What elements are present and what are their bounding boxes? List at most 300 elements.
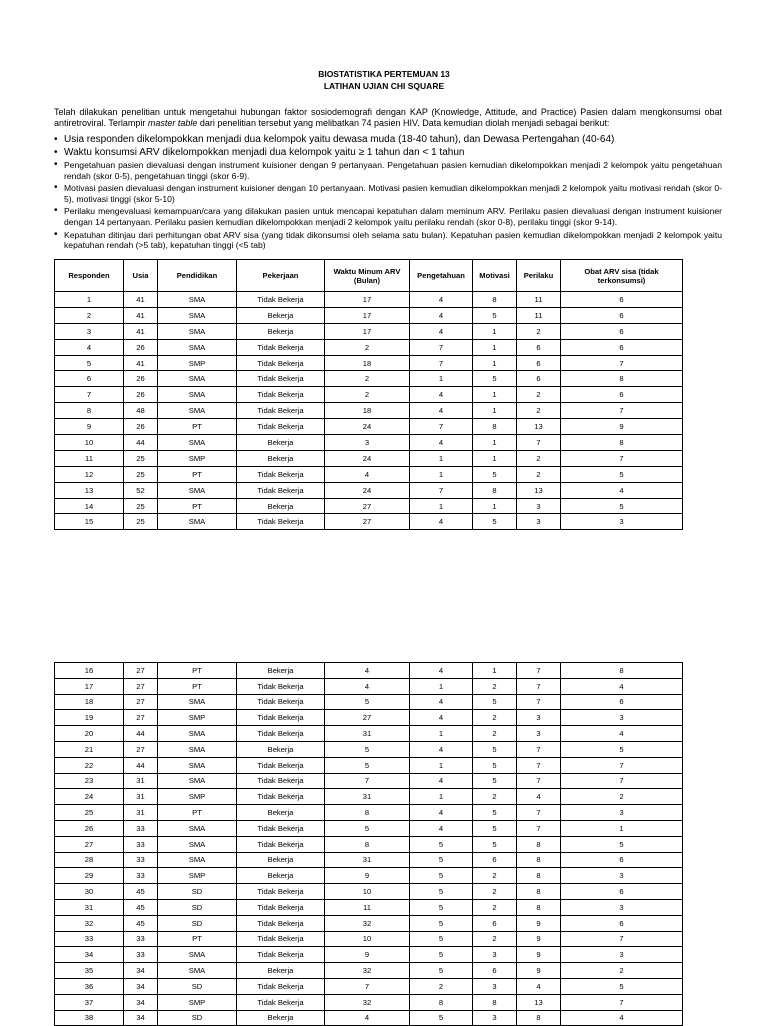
cell-pendidikan: SMA	[158, 339, 237, 355]
table-row	[55, 899, 683, 915]
cell-pekerjaan: Bekerja	[237, 852, 325, 868]
cell-usia: 34	[124, 978, 158, 994]
cell-pekerjaan: Tidak Bekerja	[237, 726, 325, 742]
cell-pengetahuan: 5	[410, 884, 473, 900]
table-row	[55, 435, 683, 451]
cell-pendidikan: SMP	[158, 994, 237, 1010]
cell-pekerjaan: Tidak Bekerja	[237, 757, 325, 773]
cell-waktu: 11	[325, 899, 410, 915]
master-table-page-1	[54, 259, 683, 530]
cell-waktu: 3	[325, 435, 410, 451]
cell-motivasi: 8	[473, 994, 517, 1010]
cell-motivasi: 6	[473, 915, 517, 931]
cell-usia: 33	[124, 947, 158, 963]
cell-pekerjaan: Bekerja	[237, 323, 325, 339]
cell-obat-sisa: 3	[561, 710, 683, 726]
cell-responden: 9	[55, 419, 124, 435]
cell-motivasi: 2	[473, 899, 517, 915]
table-row	[55, 773, 683, 789]
cell-motivasi: 1	[473, 663, 517, 679]
cell-responden: 17	[55, 678, 124, 694]
cell-responden: 7	[55, 387, 124, 403]
cell-motivasi: 5	[473, 820, 517, 836]
cell-pendidikan: SMP	[158, 355, 237, 371]
cell-perilaku: 7	[517, 678, 561, 694]
intro-italic: master table	[147, 118, 198, 128]
cell-pengetahuan: 4	[410, 403, 473, 419]
cell-pendidikan: PT	[158, 419, 237, 435]
cell-waktu: 7	[325, 978, 410, 994]
table-row	[55, 514, 683, 530]
cell-responden: 16	[55, 663, 124, 679]
cell-pekerjaan: Bekerja	[237, 805, 325, 821]
cell-pendidikan: SMA	[158, 963, 237, 979]
header-pengetahuan: Pengetahuan	[410, 260, 473, 292]
cell-motivasi: 3	[473, 978, 517, 994]
cell-pekerjaan: Bekerja	[237, 963, 325, 979]
cell-perilaku: 11	[517, 292, 561, 308]
cell-pendidikan: SMP	[158, 868, 237, 884]
cell-perilaku: 13	[517, 419, 561, 435]
table-row	[55, 403, 683, 419]
cell-usia: 34	[124, 994, 158, 1010]
cell-obat-sisa: 5	[561, 741, 683, 757]
table-row	[55, 323, 683, 339]
cell-obat-sisa: 3	[561, 947, 683, 963]
cell-obat-sisa: 8	[561, 663, 683, 679]
cell-obat-sisa: 7	[561, 931, 683, 947]
cell-pengetahuan: 7	[410, 339, 473, 355]
cell-pendidikan: PT	[158, 498, 237, 514]
cell-waktu: 32	[325, 915, 410, 931]
cell-usia: 27	[124, 678, 158, 694]
cell-pendidikan: SMA	[158, 820, 237, 836]
cell-usia: 27	[124, 663, 158, 679]
bullet-waktu: • Waktu konsumsi ARV dikelompokkan menjadi dua kelompok yaitu ≥ 1 tahun dan < 1 tahun	[54, 147, 722, 158]
cell-pendidikan: SMA	[158, 773, 237, 789]
bullet-kepatuhan: • Kepatuhan ditinjau dari perhitungan obat ARV sisa (yang tidak dikonsumsi oleh selama satu bulan). Kepatuhan pasien kemudian dikelompokkan menjadi 2 kelompok yaitu kepatuhan rendah (>5 tab), kepatuhan tinggi (<5 tab)	[54, 230, 722, 251]
title-line-1: BIOSTATISTIKA PERTEMUAN 13	[318, 69, 450, 79]
cell-obat-sisa: 7	[561, 994, 683, 1010]
cell-pendidikan: SMA	[158, 757, 237, 773]
cell-pengetahuan: 5	[410, 852, 473, 868]
cell-pengetahuan: 4	[410, 323, 473, 339]
cell-responden: 21	[55, 741, 124, 757]
cell-pendidikan: SMP	[158, 710, 237, 726]
cell-usia: 33	[124, 868, 158, 884]
table-row	[55, 726, 683, 742]
cell-pendidikan: SMA	[158, 852, 237, 868]
cell-obat-sisa: 4	[561, 678, 683, 694]
cell-waktu: 9	[325, 947, 410, 963]
cell-usia: 41	[124, 355, 158, 371]
cell-perilaku: 6	[517, 371, 561, 387]
cell-pendidikan: SD	[158, 978, 237, 994]
cell-motivasi: 2	[473, 710, 517, 726]
cell-pengetahuan: 4	[410, 307, 473, 323]
cell-pendidikan: SMA	[158, 435, 237, 451]
cell-pendidikan: SMA	[158, 292, 237, 308]
cell-perilaku: 8	[517, 836, 561, 852]
cell-obat-sisa: 3	[561, 514, 683, 530]
cell-usia: 34	[124, 963, 158, 979]
cell-obat-sisa: 5	[561, 836, 683, 852]
cell-usia: 45	[124, 884, 158, 900]
cell-pengetahuan: 1	[410, 371, 473, 387]
cell-obat-sisa: 6	[561, 323, 683, 339]
cell-pengetahuan: 4	[410, 773, 473, 789]
cell-pengetahuan: 5	[410, 868, 473, 884]
cell-responden: 29	[55, 868, 124, 884]
cell-responden: 22	[55, 757, 124, 773]
cell-pendidikan: SMA	[158, 323, 237, 339]
cell-motivasi: 5	[473, 773, 517, 789]
cell-motivasi: 2	[473, 678, 517, 694]
cell-pekerjaan: Tidak Bekerja	[237, 836, 325, 852]
cell-motivasi: 2	[473, 726, 517, 742]
header-obat-arv-sisa: Obat ARV sisa (tidak terkonsumsi)	[561, 260, 683, 292]
cell-responden: 18	[55, 694, 124, 710]
cell-motivasi: 2	[473, 931, 517, 947]
cell-obat-sisa: 2	[561, 963, 683, 979]
cell-motivasi: 3	[473, 947, 517, 963]
cell-responden: 28	[55, 852, 124, 868]
cell-pendidikan: SMA	[158, 514, 237, 530]
cell-pengetahuan: 4	[410, 710, 473, 726]
cell-motivasi: 6	[473, 963, 517, 979]
cell-obat-sisa: 2	[561, 789, 683, 805]
cell-motivasi: 2	[473, 789, 517, 805]
cell-pengetahuan: 8	[410, 994, 473, 1010]
table-row	[55, 498, 683, 514]
cell-pendidikan: SMP	[158, 789, 237, 805]
cell-waktu: 4	[325, 466, 410, 482]
cell-pengetahuan: 4	[410, 820, 473, 836]
cell-usia: 26	[124, 371, 158, 387]
cell-pengetahuan: 4	[410, 805, 473, 821]
cell-pekerjaan: Tidak Bekerja	[237, 678, 325, 694]
table-row	[55, 978, 683, 994]
table-row	[55, 868, 683, 884]
cell-motivasi: 1	[473, 323, 517, 339]
cell-waktu: 32	[325, 963, 410, 979]
cell-obat-sisa: 6	[561, 852, 683, 868]
cell-responden: 31	[55, 899, 124, 915]
cell-pekerjaan: Tidak Bekerja	[237, 419, 325, 435]
cell-usia: 45	[124, 899, 158, 915]
cell-pekerjaan: Tidak Bekerja	[237, 931, 325, 947]
cell-responden: 1	[55, 292, 124, 308]
cell-pendidikan: SMA	[158, 482, 237, 498]
cell-perilaku: 8	[517, 868, 561, 884]
cell-motivasi: 5	[473, 307, 517, 323]
cell-perilaku: 9	[517, 947, 561, 963]
cell-usia: 41	[124, 307, 158, 323]
cell-waktu: 2	[325, 371, 410, 387]
cell-perilaku: 9	[517, 915, 561, 931]
cell-pengetahuan: 5	[410, 915, 473, 931]
cell-pekerjaan: Bekerja	[237, 435, 325, 451]
cell-usia: 41	[124, 292, 158, 308]
cell-pendidikan: SMA	[158, 726, 237, 742]
cell-waktu: 10	[325, 931, 410, 947]
cell-perilaku: 3	[517, 498, 561, 514]
cell-waktu: 4	[325, 678, 410, 694]
cell-pekerjaan: Tidak Bekerja	[237, 466, 325, 482]
table-row	[55, 387, 683, 403]
table-row	[55, 694, 683, 710]
cell-waktu: 27	[325, 514, 410, 530]
cell-pengetahuan: 2	[410, 978, 473, 994]
cell-obat-sisa: 4	[561, 1010, 683, 1026]
cell-usia: 33	[124, 820, 158, 836]
cell-responden: 20	[55, 726, 124, 742]
cell-motivasi: 1	[473, 435, 517, 451]
table-row	[55, 339, 683, 355]
cell-waktu: 5	[325, 694, 410, 710]
cell-pekerjaan: Tidak Bekerja	[237, 789, 325, 805]
cell-waktu: 4	[325, 1010, 410, 1026]
cell-perilaku: 4	[517, 789, 561, 805]
cell-waktu: 4	[325, 663, 410, 679]
cell-pengetahuan: 5	[410, 947, 473, 963]
table-row	[55, 805, 683, 821]
cell-motivasi: 5	[473, 741, 517, 757]
cell-pendidikan: SD	[158, 1010, 237, 1026]
cell-waktu: 2	[325, 339, 410, 355]
cell-pekerjaan: Tidak Bekerja	[237, 694, 325, 710]
cell-responden: 10	[55, 435, 124, 451]
cell-pekerjaan: Bekerja	[237, 498, 325, 514]
cell-pekerjaan: Tidak Bekerja	[237, 371, 325, 387]
cell-perilaku: 6	[517, 355, 561, 371]
cell-pengetahuan: 4	[410, 435, 473, 451]
cell-perilaku: 2	[517, 387, 561, 403]
cell-responden: 36	[55, 978, 124, 994]
table-body	[55, 663, 683, 1026]
cell-usia: 25	[124, 450, 158, 466]
cell-obat-sisa: 6	[561, 339, 683, 355]
cell-motivasi: 6	[473, 852, 517, 868]
cell-pekerjaan: Tidak Bekerja	[237, 339, 325, 355]
table-row	[55, 1010, 683, 1026]
cell-pekerjaan: Tidak Bekerja	[237, 915, 325, 931]
title-line-2: LATIHAN UJIAN CHI SQUARE	[323, 81, 445, 91]
cell-pendidikan: SMA	[158, 403, 237, 419]
table-row	[55, 741, 683, 757]
cell-motivasi: 8	[473, 482, 517, 498]
cell-waktu: 32	[325, 994, 410, 1010]
header-waktu-minum-arv: Waktu Minum ARV (Bulan)	[325, 260, 410, 292]
cell-motivasi: 5	[473, 805, 517, 821]
cell-perilaku: 7	[517, 805, 561, 821]
cell-motivasi: 3	[473, 1010, 517, 1026]
cell-usia: 27	[124, 710, 158, 726]
cell-pekerjaan: Tidak Bekerja	[237, 773, 325, 789]
cell-usia: 41	[124, 323, 158, 339]
cell-pengetahuan: 1	[410, 726, 473, 742]
cell-waktu: 5	[325, 741, 410, 757]
table-row	[55, 884, 683, 900]
table-row	[55, 931, 683, 947]
cell-pekerjaan: Tidak Bekerja	[237, 820, 325, 836]
cell-perilaku: 3	[517, 514, 561, 530]
cell-pekerjaan: Tidak Bekerja	[237, 947, 325, 963]
cell-responden: 38	[55, 1010, 124, 1026]
cell-pengetahuan: 4	[410, 292, 473, 308]
cell-perilaku: 7	[517, 694, 561, 710]
cell-obat-sisa: 3	[561, 805, 683, 821]
cell-usia: 26	[124, 339, 158, 355]
table-row	[55, 994, 683, 1010]
cell-waktu: 31	[325, 852, 410, 868]
cell-usia: 27	[124, 694, 158, 710]
cell-obat-sisa: 5	[561, 978, 683, 994]
cell-motivasi: 2	[473, 884, 517, 900]
header-pendidikan: Pendidikan	[158, 260, 237, 292]
cell-perilaku: 13	[517, 994, 561, 1010]
cell-pendidikan: PT	[158, 678, 237, 694]
table-row	[55, 820, 683, 836]
cell-motivasi: 8	[473, 419, 517, 435]
cell-pekerjaan: Bekerja	[237, 307, 325, 323]
table-row	[55, 852, 683, 868]
cell-perilaku: 3	[517, 710, 561, 726]
cell-pengetahuan: 7	[410, 482, 473, 498]
cell-obat-sisa: 4	[561, 482, 683, 498]
cell-obat-sisa: 3	[561, 868, 683, 884]
cell-pengetahuan: 4	[410, 694, 473, 710]
table-row	[55, 678, 683, 694]
cell-pengetahuan: 5	[410, 899, 473, 915]
cell-waktu: 8	[325, 836, 410, 852]
cell-perilaku: 7	[517, 741, 561, 757]
cell-pendidikan: SMA	[158, 947, 237, 963]
cell-pendidikan: PT	[158, 466, 237, 482]
cell-perilaku: 9	[517, 963, 561, 979]
cell-responden: 26	[55, 820, 124, 836]
cell-obat-sisa: 6	[561, 915, 683, 931]
cell-pekerjaan: Tidak Bekerja	[237, 994, 325, 1010]
cell-responden: 6	[55, 371, 124, 387]
cell-obat-sisa: 7	[561, 355, 683, 371]
cell-perilaku: 4	[517, 978, 561, 994]
cell-perilaku: 3	[517, 726, 561, 742]
table-row	[55, 710, 683, 726]
cell-pekerjaan: Bekerja	[237, 450, 325, 466]
cell-waktu: 18	[325, 355, 410, 371]
cell-responden: 34	[55, 947, 124, 963]
cell-pengetahuan: 4	[410, 387, 473, 403]
cell-waktu: 27	[325, 498, 410, 514]
cell-perilaku: 6	[517, 339, 561, 355]
cell-pendidikan: SMA	[158, 836, 237, 852]
cell-responden: 32	[55, 915, 124, 931]
cell-motivasi: 5	[473, 371, 517, 387]
cell-perilaku: 7	[517, 820, 561, 836]
cell-obat-sisa: 8	[561, 371, 683, 387]
cell-pengetahuan: 5	[410, 1010, 473, 1026]
table-row	[55, 419, 683, 435]
cell-obat-sisa: 5	[561, 498, 683, 514]
intro-text-1: Telah dilakukan penelitian untuk mengetahui hubungan faktor sosiodemografi dengan KAP (Knowledge, Attitude, and Practice) Pasien dalam mengkonsumsi obat antiretroviral. Terlampir	[54, 107, 722, 128]
master-table-page-2	[54, 662, 683, 1026]
cell-waktu: 9	[325, 868, 410, 884]
table-row	[55, 450, 683, 466]
cell-pekerjaan: Bekerja	[237, 868, 325, 884]
cell-perilaku: 2	[517, 466, 561, 482]
table-row	[55, 307, 683, 323]
cell-motivasi: 1	[473, 403, 517, 419]
cell-perilaku: 13	[517, 482, 561, 498]
cell-usia: 27	[124, 741, 158, 757]
cell-waktu: 7	[325, 773, 410, 789]
cell-pengetahuan: 1	[410, 678, 473, 694]
cell-usia: 25	[124, 466, 158, 482]
cell-usia: 45	[124, 915, 158, 931]
cell-pekerjaan: Tidak Bekerja	[237, 292, 325, 308]
table-row	[55, 371, 683, 387]
cell-pekerjaan: Bekerja	[237, 741, 325, 757]
table-row	[55, 789, 683, 805]
cell-responden: 15	[55, 514, 124, 530]
cell-obat-sisa: 9	[561, 419, 683, 435]
cell-waktu: 2	[325, 387, 410, 403]
table-row	[55, 466, 683, 482]
table-body	[55, 292, 683, 530]
cell-responden: 24	[55, 789, 124, 805]
cell-pendidikan: SMP	[158, 450, 237, 466]
cell-usia: 44	[124, 726, 158, 742]
cell-responden: 37	[55, 994, 124, 1010]
cell-pekerjaan: Tidak Bekerja	[237, 403, 325, 419]
document-title	[0, 68, 768, 92]
cell-motivasi: 1	[473, 498, 517, 514]
cell-obat-sisa: 6	[561, 387, 683, 403]
cell-responden: 2	[55, 307, 124, 323]
cell-obat-sisa: 7	[561, 757, 683, 773]
cell-perilaku: 2	[517, 450, 561, 466]
cell-obat-sisa: 6	[561, 884, 683, 900]
cell-usia: 31	[124, 773, 158, 789]
cell-waktu: 31	[325, 789, 410, 805]
cell-waktu: 24	[325, 450, 410, 466]
cell-obat-sisa: 5	[561, 466, 683, 482]
cell-responden: 13	[55, 482, 124, 498]
cell-pengetahuan: 5	[410, 931, 473, 947]
cell-motivasi: 5	[473, 836, 517, 852]
cell-pekerjaan: Tidak Bekerja	[237, 899, 325, 915]
bullet-motivasi: • Motivasi pasien dievaluasi dengan instrument kuisioner dengan 10 pertanyaan. Motivasi pasien kemudian dikelompokkan menjadi 2 kelompok yaitu motivasi rendah (skor 0-5), motivasi tinggi (skor 5-10)	[54, 183, 722, 204]
cell-waktu: 5	[325, 820, 410, 836]
cell-motivasi: 2	[473, 868, 517, 884]
cell-pendidikan: SMA	[158, 387, 237, 403]
cell-perilaku: 2	[517, 323, 561, 339]
cell-obat-sisa: 6	[561, 694, 683, 710]
cell-waktu: 27	[325, 710, 410, 726]
cell-responden: 5	[55, 355, 124, 371]
cell-pendidikan: PT	[158, 663, 237, 679]
cell-responden: 12	[55, 466, 124, 482]
cell-usia: 33	[124, 931, 158, 947]
cell-pekerjaan: Tidak Bekerja	[237, 884, 325, 900]
cell-usia: 26	[124, 387, 158, 403]
bullet-pengetahuan: • Pengetahuan pasien dievaluasi dengan instrument kuisioner dengan 9 pertanyaan. Pengetahuan pasien kemudian dikelompokkan menjadi 2 kelompok yaitu pengetahuan rendah (skor 0-5), pengetahuan tinggi (skor 6-9).	[54, 160, 722, 181]
cell-usia: 25	[124, 498, 158, 514]
cell-pengetahuan: 1	[410, 466, 473, 482]
cell-responden: 4	[55, 339, 124, 355]
cell-pekerjaan: Tidak Bekerja	[237, 710, 325, 726]
